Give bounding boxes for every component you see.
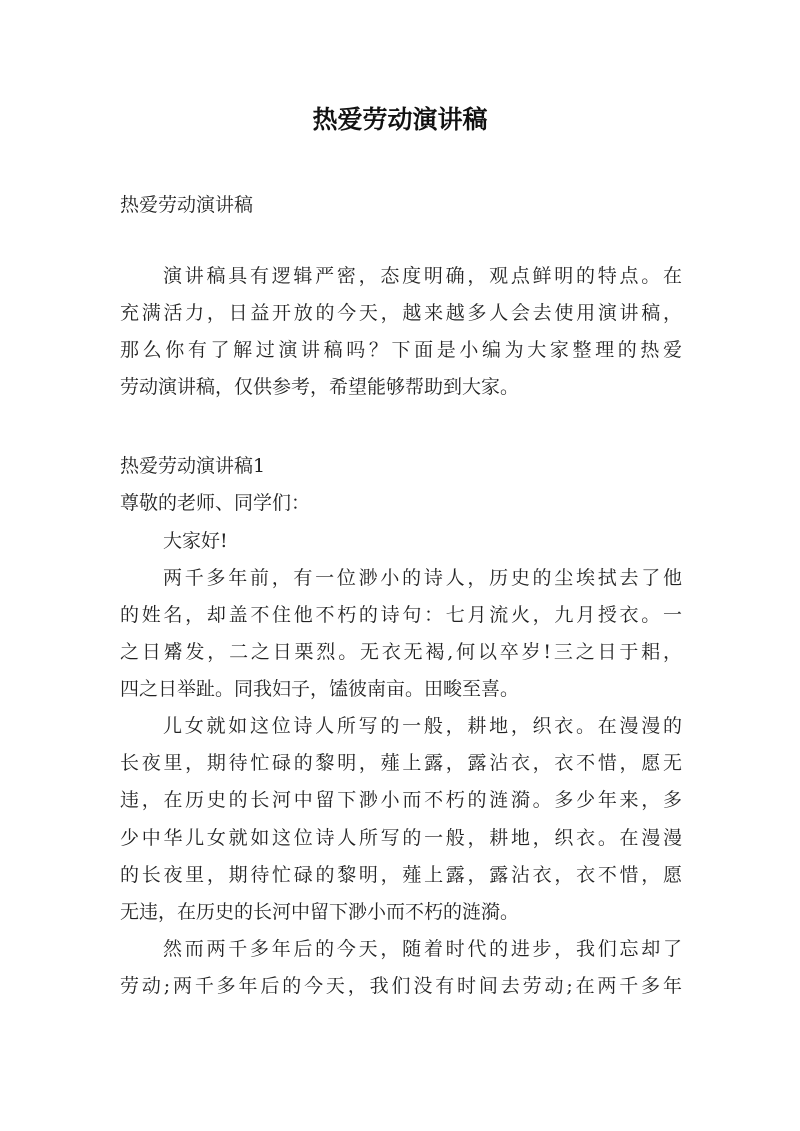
paragraph-line: 违，在历史的长河中留下渺小而不朽的涟漪。多少年来，多 — [120, 789, 682, 811]
document-title: 热爱劳动演讲稿 — [312, 105, 488, 134]
salutation: 尊敬的老师、同学们： — [120, 492, 311, 514]
paragraph-line: 儿女就如这位诗人所写的一般，耕地，织衣。在漫漫的 — [163, 715, 682, 737]
paragraph-line: 之日觱发，二之日栗烈。无衣无褐,何以卒岁!三之日于耜， — [120, 641, 682, 663]
section-title: 热爱劳动演讲稿1 — [120, 455, 266, 477]
greeting: 大家好! — [163, 530, 228, 552]
intro-line: 劳动演讲稿，仅供参考，希望能够帮助到大家。 — [120, 376, 520, 398]
paragraph-line: 然而两千多年后的今天，随着时代的进步，我们忘却了 — [163, 938, 682, 960]
paragraph-line: 的长夜里，期待忙碌的黎明，薤上露，露沾衣，衣不惜，愿 — [120, 864, 682, 886]
paragraph-line: 两千多年前，有一位渺小的诗人，历史的尘埃拭去了他 — [163, 567, 682, 589]
intro-line: 演讲稿具有逻辑严密，态度明确，观点鲜明的特点。在 — [163, 265, 682, 287]
paragraph-line: 无违，在历史的长河中留下渺小而不朽的涟漪。 — [120, 901, 520, 923]
subtitle: 热爱劳动演讲稿 — [120, 194, 254, 216]
paragraph-line: 劳动;两千多年后的今天，我们没有时间去劳动;在两千多年 — [120, 975, 682, 997]
paragraph-line: 的姓名，却盖不住他不朽的诗句：七月流火，九月授衣。一 — [120, 604, 682, 626]
paragraph-line: 四之日举趾。同我妇子，馌彼南亩。田畯至喜。 — [120, 678, 520, 700]
intro-line: 那么你有了解过演讲稿吗？下面是小编为大家整理的热爱 — [120, 339, 682, 361]
paragraph-line: 少中华儿女就如这位诗人所写的一般，耕地，织衣。在漫漫 — [120, 827, 682, 849]
paragraph-line: 长夜里，期待忙碌的黎明，薤上露，露沾衣，衣不惜，愿无 — [120, 752, 682, 774]
intro-line: 充满活力，日益开放的今天，越来越多人会去使用演讲稿， — [120, 302, 682, 324]
